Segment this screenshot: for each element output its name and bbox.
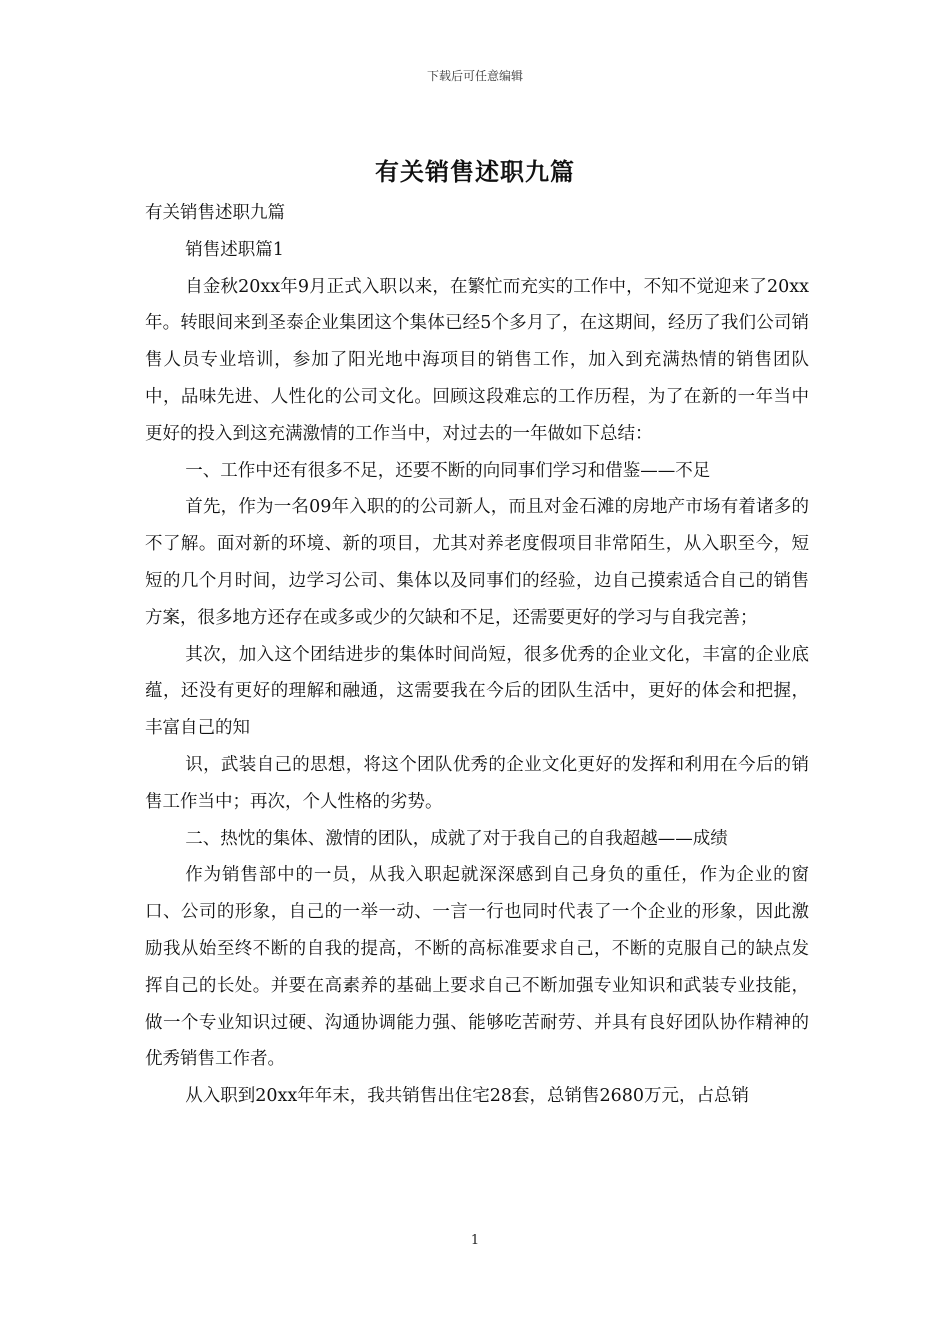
paragraph: 识，武装自己的思想，将这个团队优秀的企业文化更好的发挥和利用在今后的销售工作当中；再次，个人性格的劣势。 [145,754,809,812]
paragraph: 作为销售部中的一员，从我入职起就深深感到自己身负的重任，作为企业的窗口、公司的形象，自己的一举一动、一言一行也同时代表了一个企业的形象，因此激励我从始至终不断的自我的提高，不断的高标准要求自己，不断的克服自己的缺点发挥自己的长处。并要在高素养的基础上要求自己不断加强专业知识和武装专业技能，做一个专业知识过硬、沟通协调能力强、能够吃苦耐劳、并具有良好团队协作精神的优秀销售工作者。 [145,865,809,1070]
paragraph: 有关销售述职九篇 [145,203,285,223]
paragraph: 一、工作中还有很多不足，还要不断的向同事们学习和借鉴——不足 [185,460,711,481]
paragraph: 二、热忱的集体、激情的团队，成就了对于我自己的自我超越——成绩 [185,828,728,849]
page-number: 1 [470,1233,480,1248]
header-note: 下载后可任意编辑 [426,69,523,83]
document-title: 有关销售述职九篇 [375,158,575,186]
paragraph: 从入职到20xx年年末，我共销售出住宅28套，总销售2680万元，占总销 [185,1086,750,1107]
paragraph: 销售述职篇1 [185,239,284,260]
paragraph: 首先，作为一名09年入职的的公司新人，而且对金石滩的房地产市场有着诸多的不了解。面对新的环境、新的项目，尤其对养老度假项目非常陌生，从入职至今，短短的几个月时间，边学习公司、集体以及同事们的经验，边自己摸索适合自己的销售方案，很多地方还存在或多或少的欠缺和不足，还需要更好的学习与自我完善； [145,497,809,628]
document-body [145,195,809,1115]
paragraph: 其次，加入这个团结进步的集体时间尚短，很多优秀的企业文化，丰富的企业底蕴，还没有更好的理解和融通，这需要我在今后的团队生活中，更好的体会和把握，丰富自己的知 [145,644,809,739]
paragraph: 自金秋20xx年9月正式入职以来，在繁忙而充实的工作中，不知不觉迎来了20xx年。转眼间来到圣泰企业集团这个集体已经5个多月了，在这期间，经历了我们公司销售人员专业培训，参加了阳光地中海项目的销售工作，加入到充满热情的销售团队中，品味先进、人性化的公司文化。回顾这段难忘的工作历程，为了在新的一年当中更好的投入到这充满激情的工作当中，对过去的一年做如下总结： [145,276,809,444]
